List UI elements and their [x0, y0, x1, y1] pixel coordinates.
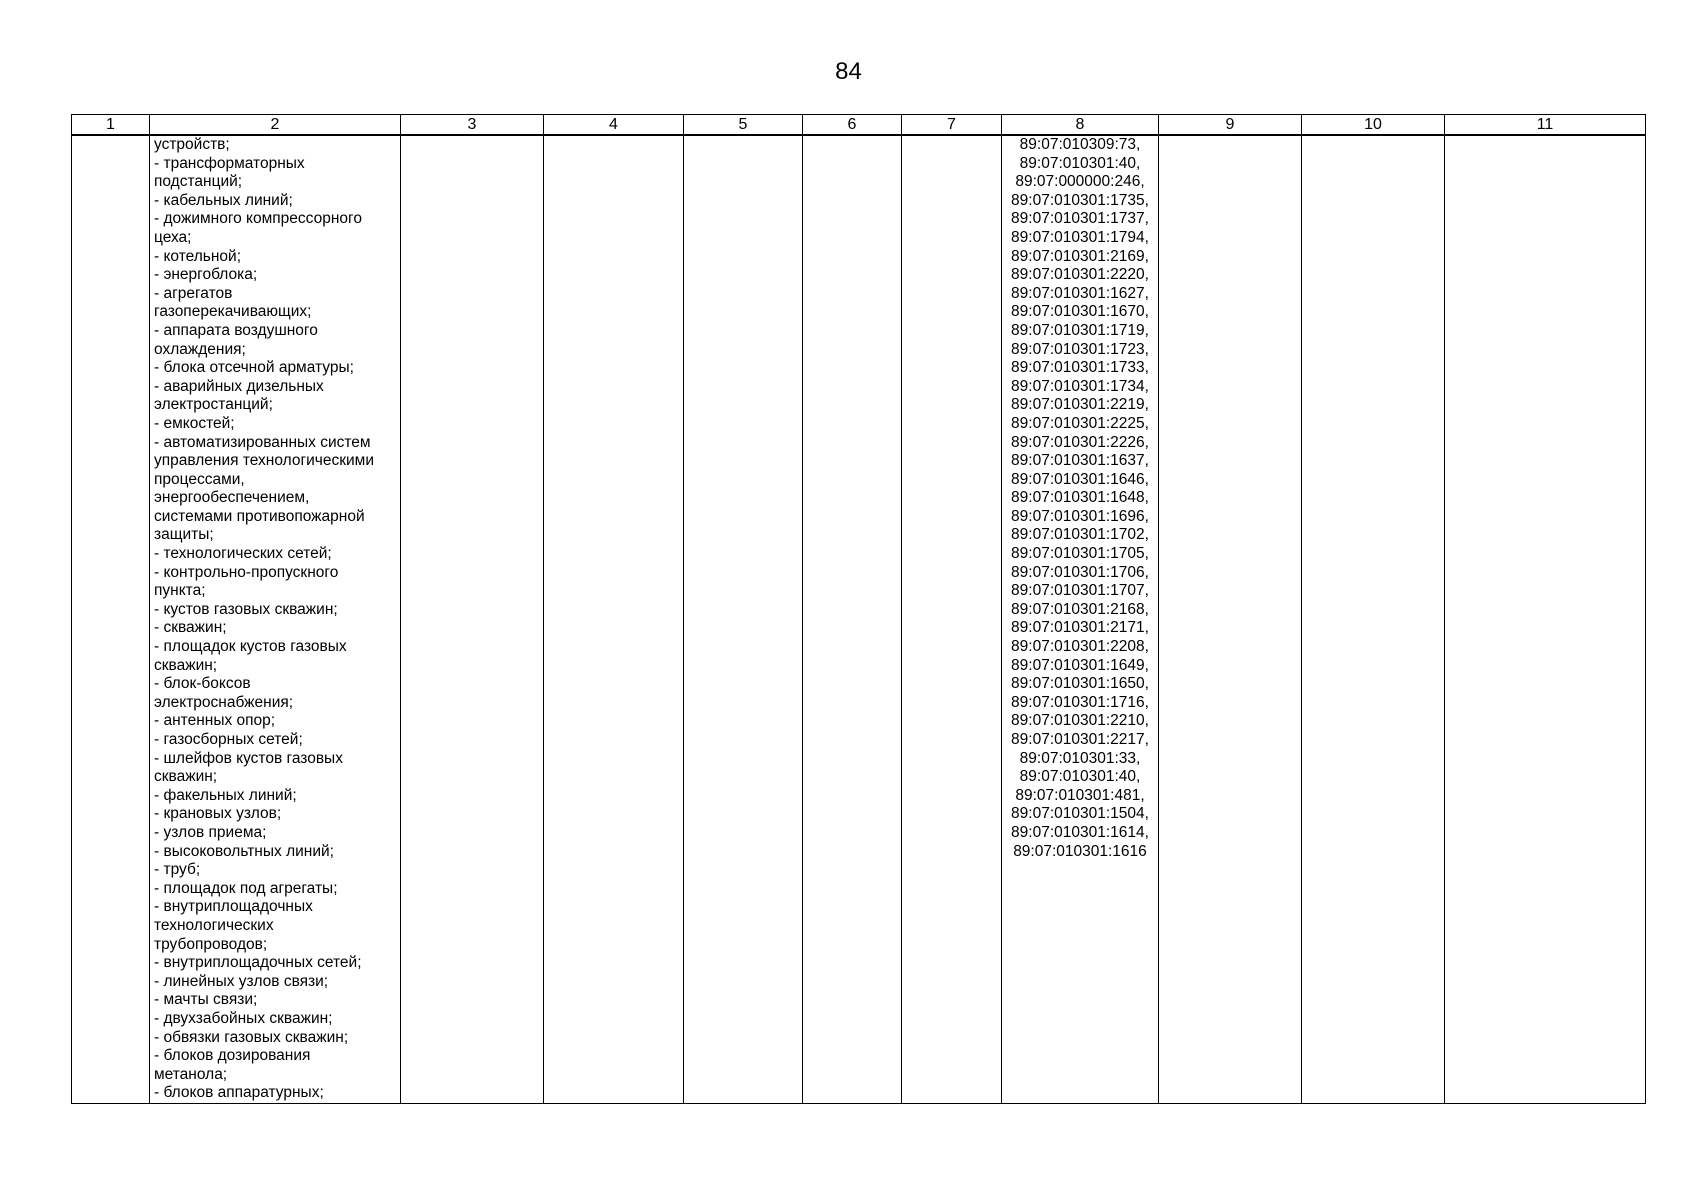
object-list-line: управления технологическими: [154, 452, 374, 470]
object-list-line: процессами,: [154, 470, 245, 488]
cadastral-number-line: 89:07:010301:2168,: [1011, 600, 1149, 618]
cadastral-number-line: 89:07:010301:2220,: [1011, 266, 1149, 284]
object-list-line: цеха;: [154, 228, 192, 246]
object-list-line: - двухзабойных скважин;: [154, 1009, 333, 1027]
object-list-line: газоперекачивающих;: [154, 303, 312, 321]
cadastral-number-line: 89:07:010301:1707,: [1011, 582, 1149, 600]
object-list-line: - антенных опор;: [154, 712, 276, 730]
cell-col-7: [902, 135, 1002, 1103]
object-list-line: - аварийных дизельных: [154, 377, 324, 395]
object-list-line: - узлов приема;: [154, 823, 267, 841]
object-list-line: - площадок под агрегаты;: [154, 879, 338, 897]
object-list-line: метанола;: [154, 1065, 228, 1083]
cadastral-number-list: [1002, 136, 1158, 861]
cell-col-5: [684, 135, 803, 1103]
object-list-line: защиты;: [154, 526, 214, 544]
object-list-line: - технологических сетей;: [154, 545, 332, 563]
object-list-line: скважин;: [154, 768, 218, 786]
cadastral-number-line: 89:07:010301:1650,: [1011, 675, 1149, 693]
cadastral-number-line: 89:07:010301:1716,: [1011, 693, 1149, 711]
cadastral-number-line: 89:07:010301:1648,: [1011, 489, 1149, 507]
object-list-line: - агрегатов: [154, 284, 233, 302]
object-list-line: пункта;: [154, 582, 206, 600]
object-list-line: подстанций;: [154, 173, 243, 191]
cell-col-4: [544, 135, 684, 1103]
cadastral-number-line: 89:07:010301:1670,: [1011, 303, 1149, 321]
object-list-line: - кабельных линий;: [154, 191, 293, 209]
object-list-line: - газосборных сетей;: [154, 731, 303, 748]
object-list-line: - трансформаторных: [154, 154, 305, 172]
cadastral-number-line: 89:07:010301:481,: [1015, 786, 1145, 804]
object-list-line: - скважин;: [154, 619, 227, 637]
object-list-line: - блока отсечной арматуры;: [154, 359, 354, 377]
cadastral-number-line: 89:07:010301:40,: [1019, 768, 1141, 786]
page-number: 84: [835, 58, 862, 85]
cadastral-number-line: 89:07:010301:1794,: [1011, 228, 1149, 246]
cadastral-number-line: 89:07:010301:2219,: [1011, 396, 1149, 414]
object-list-line: технологических: [154, 916, 274, 934]
column-header-10: 10: [1302, 115, 1445, 136]
cadastral-number-line: 89:07:010301:1504,: [1011, 805, 1149, 823]
column-header-2: 2: [150, 115, 401, 136]
column-header-5: 5: [684, 115, 803, 136]
cadastral-number-line: 89:07:010301:1705,: [1011, 545, 1149, 563]
object-list-line: - кустов газовых скважин;: [154, 600, 338, 618]
object-list-line: энергообеспечением,: [154, 489, 310, 507]
object-list-line: - шлейфов кустов газовых: [154, 749, 343, 767]
object-list-line: - блоков дозирования: [154, 1047, 311, 1065]
object-list-line: охлаждения;: [154, 340, 246, 358]
cadastral-number-line: 89:07:010301:1735,: [1011, 191, 1149, 209]
cadastral-number-line: 89:07:010301:1696,: [1011, 507, 1149, 525]
object-list-line: - котельной;: [154, 247, 241, 265]
cadastral-number-line: 89:07:010301:1706,: [1011, 563, 1149, 581]
column-header-6: 6: [803, 115, 902, 136]
cadastral-number-line: 89:07:010301:2225,: [1011, 414, 1149, 432]
object-list-line: - дожимного компрессорного: [154, 210, 362, 228]
cell-col-2: [150, 135, 401, 1103]
object-list-line: - блоков аппаратурных;: [154, 1084, 324, 1102]
cell-col-8: [1002, 135, 1159, 1103]
object-list-line: - обвязки газовых скважин;: [154, 1028, 349, 1046]
object-list-line: - внутриплощадочных: [154, 898, 313, 916]
object-list-line: - высоковольтных линий;: [154, 842, 334, 860]
object-list: [150, 136, 400, 1103]
object-list-line: - блок-боксов: [154, 675, 251, 693]
object-list-line: - аппарата воздушного: [154, 321, 318, 339]
cadastral-number-line: 89:07:010301:2210,: [1011, 712, 1149, 730]
object-list-line: электроснабжения;: [154, 693, 294, 711]
cadastral-number-line: 89:07:010301:2169,: [1011, 247, 1149, 265]
cadastral-number-line: 89:07:010301:1637,: [1011, 452, 1149, 470]
cadastral-number-line: 89:07:010301:33,: [1019, 749, 1141, 767]
column-header-1: 1: [72, 115, 150, 136]
cadastral-number-line: 89:07:010301:1649,: [1011, 656, 1149, 674]
cadastral-number-line: 89:07:000000:246,: [1015, 173, 1145, 191]
cadastral-number-line: 89:07:010301:2226,: [1011, 433, 1149, 451]
cadastral-number-line: 89:07:010301:2208,: [1011, 638, 1149, 656]
object-list-line: - факельных линий;: [154, 786, 297, 804]
cadastral-number-line: 89:07:010309:73,: [1019, 136, 1141, 153]
table-row: [72, 135, 1646, 1103]
cadastral-number-line: 89:07:010301:1737,: [1011, 210, 1149, 228]
cadastral-number-line: 89:07:010301:1627,: [1011, 284, 1149, 302]
cadastral-number-line: 89:07:010301:1646,: [1011, 470, 1149, 488]
column-header-11: 11: [1445, 115, 1646, 136]
object-list-line: - труб;: [154, 861, 201, 879]
cadastral-number-line: 89:07:010301:1614,: [1011, 823, 1149, 841]
object-list-line: скважин;: [154, 656, 218, 674]
object-list-line: - площадок кустов газовых: [154, 638, 347, 656]
header-row: [72, 115, 1646, 136]
object-list-line: - энергоблока;: [154, 266, 258, 284]
cadastral-number-line: 89:07:010301:40,: [1019, 154, 1141, 172]
column-header-9: 9: [1159, 115, 1302, 136]
object-list-line: системами противопожарной: [154, 507, 365, 525]
cadastral-number-line: 89:07:010301:1702,: [1011, 526, 1149, 544]
cell-col-3: [401, 135, 544, 1103]
column-header-8: 8: [1002, 115, 1159, 136]
object-list-line: - мачты связи;: [154, 991, 258, 1009]
cadastral-number-line: 89:07:010301:1723,: [1011, 340, 1149, 358]
cadastral-number-line: 89:07:010301:2217,: [1011, 731, 1149, 748]
cadastral-number-line: 89:07:010301:1733,: [1011, 359, 1149, 377]
object-list-line: устройств;: [154, 136, 230, 153]
object-list-line: - крановых узлов;: [154, 805, 282, 823]
object-list-line: - внутриплощадочных сетей;: [154, 954, 362, 972]
cadastral-number-line: 89:07:010301:1616: [1013, 842, 1147, 860]
cell-col-1: [72, 135, 150, 1103]
object-list-line: - автоматизированных систем: [154, 433, 371, 451]
cadastral-table: [71, 114, 1646, 1104]
object-list-line: - контрольно-пропускного: [154, 563, 339, 581]
cadastral-number-line: 89:07:010301:2171,: [1011, 619, 1149, 637]
cell-col-11: [1445, 135, 1646, 1103]
cell-col-6: [803, 135, 902, 1103]
cadastral-number-line: 89:07:010301:1719,: [1011, 321, 1149, 339]
object-list-line: трубопроводов;: [154, 935, 268, 953]
object-list-line: электростанций;: [154, 396, 273, 414]
cadastral-number-line: 89:07:010301:1734,: [1011, 377, 1149, 395]
column-header-4: 4: [544, 115, 684, 136]
cell-col-9: [1159, 135, 1302, 1103]
object-list-line: - емкостей;: [154, 414, 235, 432]
column-header-3: 3: [401, 115, 544, 136]
cell-col-10: [1302, 135, 1445, 1103]
column-header-7: 7: [902, 115, 1002, 136]
object-list-line: - линейных узлов связи;: [154, 972, 329, 990]
